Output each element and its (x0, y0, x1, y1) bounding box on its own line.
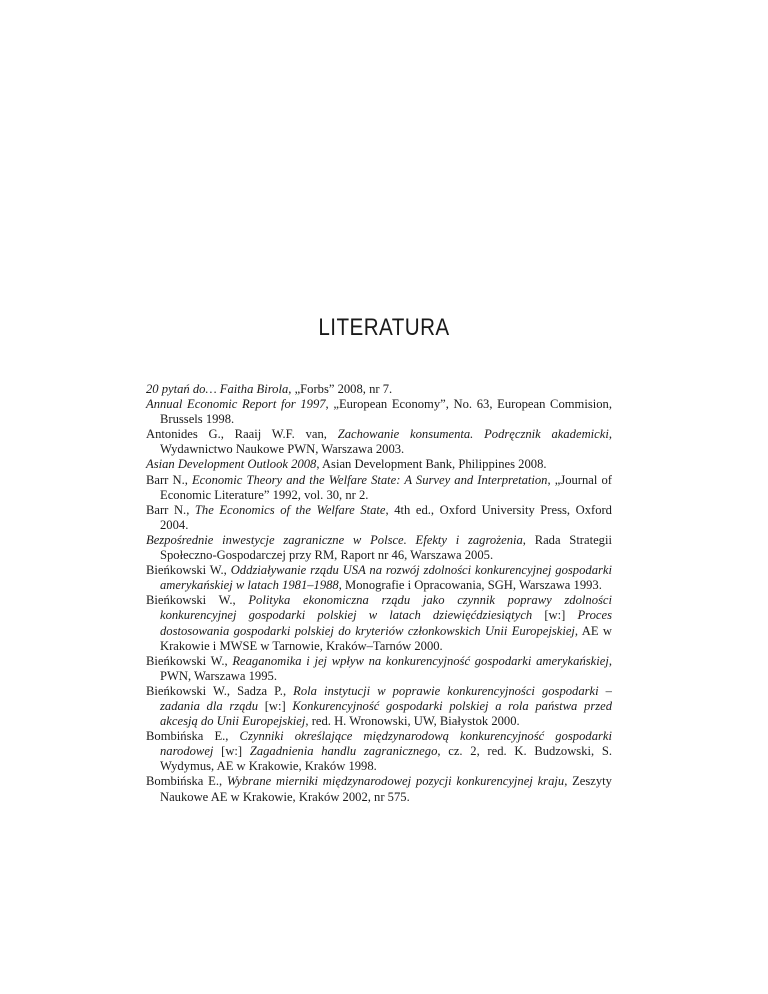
entry-title: Reaganomika i jej wpływ na konkurencyjność gospodarki amerykańskiej (232, 653, 609, 668)
bibliography-entry (146, 684, 612, 729)
entry-source-title: Proces dostosowania gospodarki polskiej do kryteriów członkowskich Unii Europejskiej (160, 608, 612, 638)
entry-title: 20 pytań do… Faitha Birola (146, 382, 289, 396)
bibliography-entry (146, 563, 612, 593)
entry-details: , Wydawnictwo Naukowe PWN, Warszawa 2003. (160, 427, 612, 457)
entry-details: , AE w Krakowie i MWSE w Tarnowie, Kraków–Tarnów 2000. (160, 623, 613, 653)
bibliography-entry (146, 427, 612, 457)
entry-title: Economic Theory and the Welfare State: A Survey and Interpretation (191, 472, 548, 487)
entry-title: Asian Development Outlook 2008 (146, 457, 317, 472)
entry-in-marker: [w:] (213, 744, 250, 759)
bibliography-entry (146, 654, 612, 684)
bibliography-entry (146, 473, 612, 503)
bibliography-entry (146, 729, 612, 774)
entry-details: , cz. 2, red. K. Budzowski, S. Wydymus, AE w Krakowie, Kraków 1998. (160, 744, 612, 774)
entry-in-marker: [w:] (258, 698, 293, 713)
bibliography-entry (146, 593, 612, 653)
entry-source-title: Zagadnienia handlu zagranicznego (249, 744, 438, 759)
entry-title: Annual Economic Report for 1997 (146, 397, 326, 412)
entry-title: The Economics of the Welfare State (194, 502, 386, 517)
entry-title: Wybrane mierniki międzynarodowej pozycji konkurencyjnej kraju (226, 774, 565, 789)
entry-title: Czynniki określające międzynarodową konkurencyjność gospodarki narodowej (160, 729, 612, 759)
entry-author: Bieńkowski W., (146, 593, 249, 608)
entry-details: , PWN, Warszawa 1995. (160, 653, 612, 683)
entry-details: , 4th ed., Oxford University Press, Oxford 2004. (160, 502, 612, 532)
entry-author: Bieńkowski W., Sadza P., (146, 683, 294, 698)
entry-details: , Zeszyty Naukowe AE w Krakowie, Kraków 2002, nr 575. (160, 774, 612, 804)
bibliography-entry (146, 457, 612, 472)
bibliography-entry (146, 774, 612, 804)
bibliography-entry (146, 382, 612, 397)
bibliography-entry (146, 397, 612, 427)
entry-details: , Asian Development Bank, Philippines 2008. (316, 457, 547, 472)
entry-author: Bombińska E., (146, 729, 240, 744)
entry-author: Bieńkowski W., (146, 653, 233, 668)
entry-author: Bombińska E., (146, 774, 227, 789)
entry-author: Antonides G., Raaij W.F. van, (146, 427, 338, 442)
entry-title: Rola instytucji w poprawie konkurencyjności gospodarki – zadania dla rządu (160, 683, 612, 713)
entry-details: , red. H. Wronowski, UW, Białystok 2000. (305, 714, 520, 729)
bibliography-entry (146, 533, 612, 563)
entry-title: Zachowanie konsumenta. Podręcznik akademicki (337, 427, 609, 442)
entry-author: Bieńkowski W., (146, 563, 231, 578)
entry-details: , Monografie i Opracowania, SGH, Warszawa 1993. (338, 578, 602, 593)
entry-details: , „Forbs” 2008, nr 7. (288, 382, 393, 396)
entry-source-title: Konkurencyjność gospodarki polskiej a rola państwa przed akcesją do Unii Europejskiej (160, 698, 613, 729)
entry-author: Barr N., (146, 502, 195, 517)
bibliography-list (146, 382, 612, 805)
bibliography-entry (146, 503, 612, 533)
entry-title: Polityka ekonomiczna rządu jako czynnik poprawy zdolności konkurencyjnej gospodarki polskiej w latach dziewięćdziesiątych (160, 593, 612, 623)
entry-details: , „Journal of Economic Literature” 1992, vol. 30, nr 2. (160, 472, 612, 502)
page-title: LITERATURA (318, 314, 450, 341)
entry-details: , „European Economy”, No. 63, European Commision, Brussels 1998. (160, 397, 612, 427)
entry-details: , Rada Strategii Społeczno-Gospodarczej przy RM, Raport nr 46, Warszawa 2005. (160, 532, 612, 563)
entry-title: Bezpośrednie inwestycje zagraniczne w Polsce. Efekty i zagrożenia (146, 532, 523, 547)
entry-title: Oddziaływanie rządu USA na rozwój zdolności konkurencyjnej gospodarki amerykańskiej w latach 1981–1988 (160, 563, 612, 593)
entry-in-marker: [w:] (532, 608, 578, 623)
entry-author: Barr N., (146, 472, 192, 487)
